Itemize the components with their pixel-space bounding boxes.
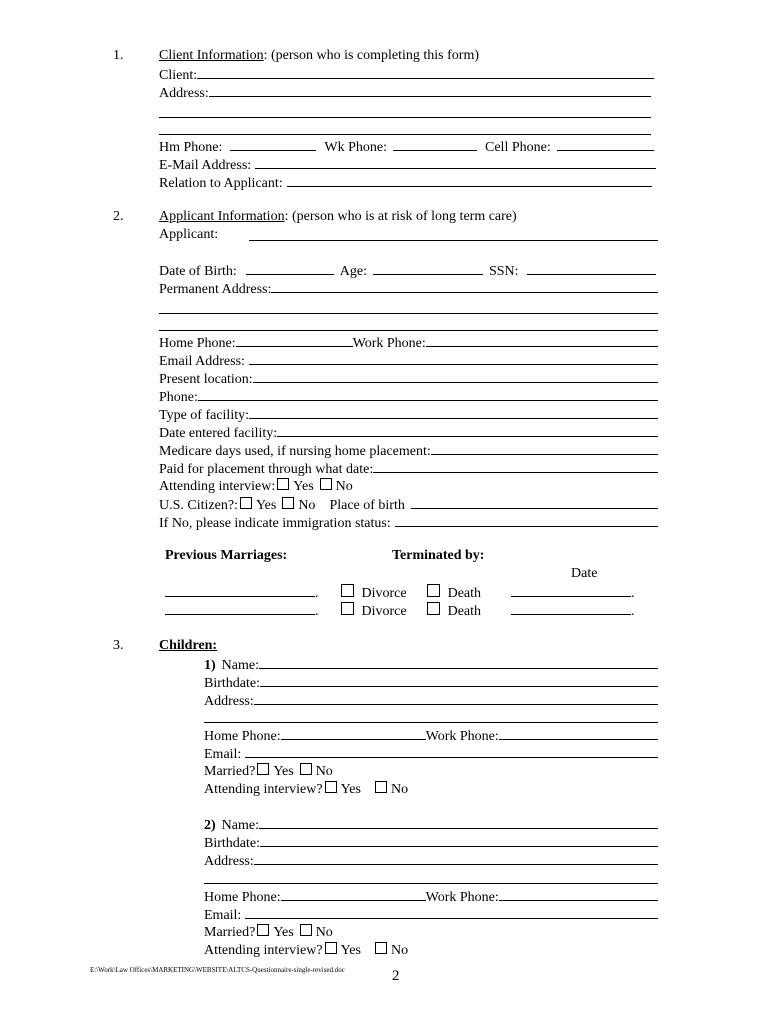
child-1-attending-no-checkbox[interactable]: [375, 781, 387, 793]
child-1-email-line[interactable]: [245, 745, 658, 758]
child-1-number: 1): [204, 658, 216, 673]
child-1-address-label: Address:: [204, 694, 254, 709]
ssn-line[interactable]: [527, 262, 656, 275]
applicant-attending-label: Attending interview:: [159, 479, 276, 494]
applicant-work-phone-label: Work Phone:: [352, 336, 426, 351]
applicant-phone-label: Phone:: [159, 390, 198, 405]
child-1-phones-row: [204, 727, 658, 745]
perm-address-field[interactable]: [159, 280, 658, 298]
period: .: [315, 586, 319, 601]
applicant-home-phone-label: Home Phone:: [159, 336, 236, 351]
date-entered-line[interactable]: [277, 424, 658, 437]
child-1-name-field[interactable]: [204, 656, 658, 674]
applicant-attending-row: [159, 478, 353, 495]
client-email-field[interactable]: [159, 156, 656, 174]
child-1-address-line-2[interactable]: [204, 722, 658, 723]
child-2-work-phone-label: Work Phone:: [425, 890, 499, 905]
paid-through-label: Paid for placement through what date:: [159, 462, 374, 477]
immigration-line[interactable]: [395, 514, 658, 527]
child-2-address-line-1[interactable]: [254, 852, 658, 865]
applicant-work-phone-line[interactable]: [426, 334, 658, 347]
child-1-home-phone-line[interactable]: [281, 727, 426, 740]
section-1-note: : (person who is completing this form): [263, 48, 480, 63]
child-2-attending-no-checkbox[interactable]: [375, 942, 387, 954]
applicant-phone-line[interactable]: [198, 388, 658, 401]
section-3-heading: Children:: [159, 638, 218, 653]
applicant-phone-field[interactable]: [159, 388, 658, 406]
age-label: Age:: [339, 264, 367, 279]
paid-through-field[interactable]: [159, 460, 658, 478]
child-2-address-line-2[interactable]: [204, 883, 658, 884]
applicant-line[interactable]: [249, 240, 658, 241]
child-2-married-row: [204, 924, 333, 941]
marriage-row-1: [165, 584, 635, 602]
period: .: [631, 586, 635, 601]
child-1-email-label: Email:: [204, 747, 242, 762]
client-email-label: E-Mail Address:: [159, 158, 252, 173]
death-label: Death: [447, 604, 482, 619]
child-2-married-no-checkbox[interactable]: [300, 924, 312, 936]
marriage-row-2: [165, 602, 635, 620]
child-2-birthdate-field[interactable]: [204, 834, 658, 852]
applicant-attending-no-checkbox[interactable]: [320, 478, 332, 490]
child-1-home-phone-label: Home Phone:: [204, 729, 281, 744]
marriage-1-divorce-checkbox[interactable]: [341, 584, 354, 597]
perm-address-label: Permanent Address:: [159, 282, 272, 297]
hm-phone-label: Hm Phone:: [159, 140, 223, 155]
period: .: [315, 604, 319, 619]
facility-type-field[interactable]: [159, 406, 658, 424]
medicare-days-field[interactable]: [159, 442, 658, 460]
child-1-attending-label: Attending interview?: [204, 782, 323, 797]
date-entered-label: Date entered facility:: [159, 426, 278, 441]
marriage-2-date-line[interactable]: [511, 602, 631, 615]
child-1-email-field[interactable]: [204, 745, 658, 763]
child-2-attending-yes-checkbox[interactable]: [325, 942, 337, 954]
perm-address-line-1[interactable]: [271, 280, 658, 293]
period: .: [631, 604, 635, 619]
client-input-line[interactable]: [197, 66, 654, 79]
child-1-name-label: Name:: [221, 658, 259, 673]
dob-label: Date of Birth:: [159, 264, 237, 279]
child-2-address-field[interactable]: [204, 852, 658, 870]
child-2-married-yes-checkbox[interactable]: [257, 924, 269, 936]
divorce-label: Divorce: [361, 586, 407, 601]
yes-label: Yes: [273, 925, 294, 940]
medicare-days-label: Medicare days used, if nursing home placement:: [159, 444, 431, 459]
child-2-name-field[interactable]: [204, 816, 658, 834]
client-address-line-1[interactable]: [209, 84, 651, 97]
no-label: No: [335, 479, 353, 494]
section-1-number: 1.: [113, 48, 124, 63]
child-2-name-label: Name:: [221, 818, 259, 833]
footer-file-path: E:\Work\Law Offices\MARKETING\WEBSITE\ALTCS-Questionnaire-single-revised.doc: [90, 966, 345, 974]
child-2-home-phone-label: Home Phone:: [204, 890, 281, 905]
citizen-label: U.S. Citizen?:: [159, 498, 238, 513]
no-label: No: [390, 943, 409, 958]
prev-marriages-heading: Previous Marriages:: [165, 548, 288, 563]
section-2-title: [159, 209, 517, 225]
page-number: 2: [392, 968, 400, 984]
client-email-line[interactable]: [255, 156, 656, 169]
child-2-attending-label: Attending interview?: [204, 943, 323, 958]
child-2-address-label: Address:: [204, 854, 254, 869]
applicant-dob-row: [159, 262, 656, 280]
no-label: No: [298, 498, 316, 513]
child-2-name-line[interactable]: [259, 816, 658, 829]
child-1-married-row: [204, 763, 333, 780]
child-1-name-line[interactable]: [259, 656, 658, 669]
date-heading: Date: [571, 566, 598, 581]
place-of-birth-label: Place of birth: [329, 498, 405, 513]
immigration-field[interactable]: [159, 514, 658, 532]
client-address-field[interactable]: [159, 84, 651, 102]
relation-field[interactable]: [159, 174, 652, 192]
death-label: Death: [447, 586, 482, 601]
client-address-line-2[interactable]: [159, 117, 651, 118]
child-2-number: 2): [204, 818, 216, 833]
immigration-label: If No, please indicate immigration status:: [159, 516, 391, 531]
marriage-1-death-checkbox[interactable]: [427, 584, 440, 597]
present-location-field[interactable]: [159, 370, 658, 388]
applicant-email-field[interactable]: [159, 352, 658, 370]
section-1-title: [159, 48, 479, 64]
section-1-heading: Client Information: [159, 48, 264, 63]
facility-type-label: Type of facility:: [159, 408, 249, 423]
yes-label: Yes: [255, 498, 277, 513]
terminated-by-heading: Terminated by:: [392, 548, 485, 563]
cell-phone-line[interactable]: [557, 138, 654, 151]
medicare-days-line[interactable]: [431, 442, 658, 455]
wk-phone-line[interactable]: [393, 138, 477, 151]
applicant-attending-yes-checkbox[interactable]: [277, 478, 289, 490]
applicant-home-phone-line[interactable]: [236, 334, 353, 347]
yes-label: Yes: [340, 782, 361, 797]
marriage-1-name-line[interactable]: [165, 584, 315, 597]
no-label: No: [315, 764, 333, 779]
client-phones-row: [159, 138, 654, 156]
applicant-label: Applicant:: [159, 227, 219, 242]
citizen-no-checkbox[interactable]: [282, 497, 294, 509]
client-address-label: Address:: [159, 86, 209, 101]
child-2-email-field[interactable]: [204, 906, 658, 924]
place-of-birth-line[interactable]: [411, 496, 658, 509]
perm-address-line-3[interactable]: [159, 330, 658, 331]
section-2-note: : (person who is at risk of long term care): [284, 209, 517, 224]
applicant-email-label: Email Address:: [159, 354, 245, 369]
client-label: Client:: [159, 68, 198, 83]
yes-label: Yes: [273, 764, 294, 779]
facility-type-line[interactable]: [249, 406, 658, 419]
child-2-work-phone-line[interactable]: [499, 888, 658, 901]
hm-phone-line[interactable]: [230, 138, 316, 151]
child-2-email-line[interactable]: [245, 906, 658, 919]
ssn-label: SSN:: [488, 264, 519, 279]
child-1-birthdate-line[interactable]: [260, 674, 658, 687]
child-2-attending-row: [204, 942, 408, 959]
client-field[interactable]: [159, 66, 654, 84]
divorce-label: Divorce: [361, 604, 407, 619]
child-2-birthdate-label: Birthdate:: [204, 836, 260, 851]
child-2-married-label: Married?: [204, 925, 256, 940]
child-1-birthdate-field[interactable]: [204, 674, 658, 692]
relation-label: Relation to Applicant:: [159, 176, 283, 191]
perm-address-line-2[interactable]: [159, 313, 658, 314]
child-1-work-phone-line[interactable]: [499, 727, 658, 740]
child-2-phones-row: [204, 888, 658, 906]
child-1-married-no-checkbox[interactable]: [300, 763, 312, 775]
child-1-work-phone-label: Work Phone:: [425, 729, 499, 744]
paid-through-line[interactable]: [373, 460, 658, 473]
applicant-phones-row: [159, 334, 658, 352]
citizen-row: [159, 496, 658, 514]
marriage-2-name-line[interactable]: [165, 602, 315, 615]
applicant-email-line[interactable]: [249, 352, 658, 365]
child-1-married-yes-checkbox[interactable]: [257, 763, 269, 775]
present-location-line[interactable]: [253, 370, 658, 383]
no-label: No: [315, 925, 333, 940]
date-entered-field[interactable]: [159, 424, 658, 442]
marriage-1-date-line[interactable]: [511, 584, 631, 597]
child-1-birthdate-label: Birthdate:: [204, 676, 260, 691]
marriage-2-death-checkbox[interactable]: [427, 602, 440, 615]
citizen-yes-checkbox[interactable]: [240, 497, 252, 509]
wk-phone-label: Wk Phone:: [324, 140, 387, 155]
child-2-birthdate-line[interactable]: [260, 834, 658, 847]
child-2-home-phone-line[interactable]: [281, 888, 426, 901]
yes-label: Yes: [293, 479, 314, 494]
section-2-number: 2.: [113, 209, 124, 224]
client-address-line-3[interactable]: [159, 134, 651, 135]
child-1-married-label: Married?: [204, 764, 256, 779]
child-1-attending-row: [204, 781, 408, 798]
yes-label: Yes: [340, 943, 361, 958]
section-2-heading: Applicant Information: [159, 209, 285, 224]
no-label: No: [390, 782, 409, 797]
cell-phone-label: Cell Phone:: [485, 140, 551, 155]
child-1-address-line-1[interactable]: [254, 692, 658, 705]
relation-line[interactable]: [287, 174, 652, 187]
child-1-attending-yes-checkbox[interactable]: [325, 781, 337, 793]
marriage-2-divorce-checkbox[interactable]: [341, 602, 354, 615]
section-3-number: 3.: [113, 638, 124, 653]
age-line[interactable]: [373, 262, 483, 275]
child-1-address-field[interactable]: [204, 692, 658, 710]
present-location-label: Present location:: [159, 372, 253, 387]
dob-line[interactable]: [246, 262, 334, 275]
child-2-email-label: Email:: [204, 908, 242, 923]
